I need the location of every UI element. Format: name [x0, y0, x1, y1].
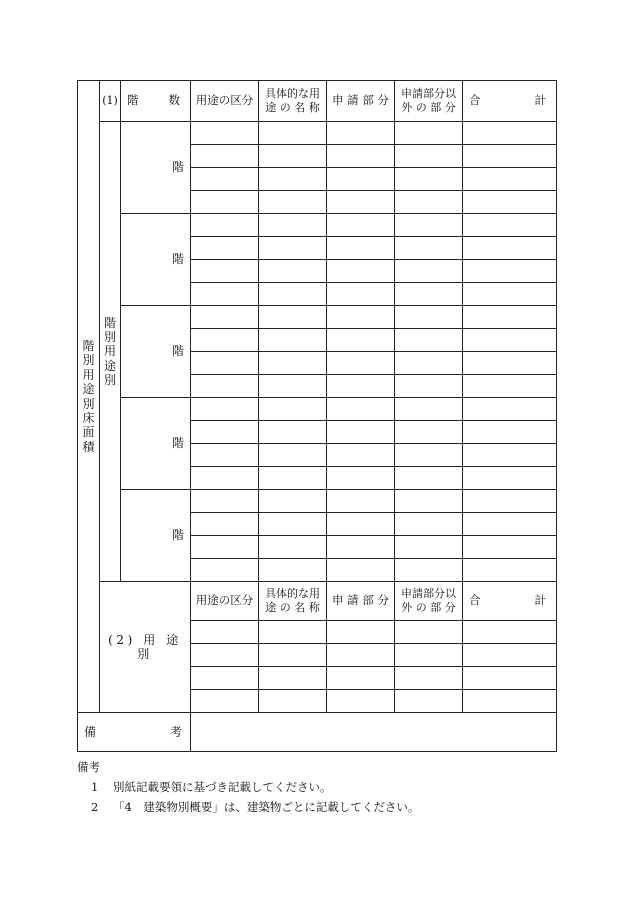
entry-cell[interactable]	[395, 191, 463, 214]
entry-cell[interactable]	[395, 421, 463, 444]
entry-cell[interactable]	[463, 145, 557, 168]
entry-cell[interactable]	[395, 644, 463, 667]
entry-cell[interactable]	[463, 444, 557, 467]
entry-cell[interactable]	[395, 352, 463, 375]
table-row	[78, 306, 557, 329]
entry-cell[interactable]	[259, 667, 327, 690]
remarks-row	[78, 713, 557, 752]
entry-cell[interactable]	[259, 375, 327, 398]
header-application-part	[327, 582, 395, 621]
vertical-label-char: 別	[82, 396, 95, 411]
entry-cell[interactable]	[327, 398, 395, 421]
entry-cell[interactable]	[395, 306, 463, 329]
entry-cell[interactable]	[463, 352, 557, 375]
entry-cell[interactable]	[395, 145, 463, 168]
entry-cell[interactable]	[259, 237, 327, 260]
entry-cell[interactable]	[327, 444, 395, 467]
header-application-part-label: 申 請 部 分	[332, 93, 389, 108]
entry-cell[interactable]	[463, 467, 557, 490]
floor-area-by-floor-use-label	[78, 81, 100, 713]
header-total-a: 合	[469, 593, 481, 608]
header-floors-b: 数	[168, 93, 180, 108]
header-total-b: 計	[534, 93, 546, 108]
header-other-part-line2: 外 の 部 分	[401, 601, 456, 614]
vertical-label-char: 階	[82, 338, 95, 353]
entry-cell[interactable]	[191, 168, 259, 191]
floor-number-cell[interactable]	[121, 122, 191, 214]
section2-label	[100, 582, 191, 713]
entry-cell[interactable]	[327, 621, 395, 644]
header-application-part-label: 申 請 部 分	[332, 593, 389, 608]
entry-cell[interactable]	[259, 444, 327, 467]
entry-cell[interactable]	[327, 513, 395, 536]
floor-number-cell[interactable]	[121, 306, 191, 398]
entry-cell[interactable]	[463, 168, 557, 191]
note-item-1	[77, 777, 557, 797]
entry-cell[interactable]	[191, 191, 259, 214]
entry-cell[interactable]	[191, 214, 259, 237]
entry-cell[interactable]	[259, 467, 327, 490]
entry-cell[interactable]	[191, 690, 259, 713]
header-other-part	[395, 81, 463, 122]
vertical-label-char: 用	[82, 367, 95, 382]
entry-cell[interactable]	[395, 559, 463, 582]
header-floors	[121, 81, 191, 122]
table-row	[78, 490, 557, 513]
entry-cell[interactable]	[463, 398, 557, 421]
remarks-label-a: 備	[84, 724, 97, 739]
entry-cell[interactable]	[191, 621, 259, 644]
entry-cell[interactable]	[327, 237, 395, 260]
table-row	[78, 214, 557, 237]
entry-cell[interactable]	[327, 122, 395, 145]
entry-cell[interactable]	[259, 283, 327, 306]
entry-cell[interactable]	[395, 398, 463, 421]
vertical-label-char: 途	[103, 358, 116, 373]
section1-number-text: (1)	[102, 94, 118, 108]
entry-cell[interactable]	[259, 690, 327, 713]
floor-suffix: 階	[171, 436, 184, 451]
entry-cell[interactable]	[191, 490, 259, 513]
header-specific-use	[259, 582, 327, 621]
entry-cell[interactable]	[191, 237, 259, 260]
note-item-2	[77, 797, 557, 817]
entry-cell[interactable]	[259, 168, 327, 191]
entry-cell[interactable]	[259, 260, 327, 283]
section1-number	[100, 81, 121, 122]
header-row	[78, 81, 557, 122]
remarks-field[interactable]	[191, 713, 557, 752]
floor-suffix: 階	[171, 160, 184, 175]
entry-cell[interactable]	[191, 444, 259, 467]
entry-cell[interactable]	[463, 375, 557, 398]
entry-cell[interactable]	[463, 329, 557, 352]
entry-cell[interactable]	[395, 122, 463, 145]
entry-cell[interactable]	[463, 421, 557, 444]
entry-cell[interactable]	[463, 306, 557, 329]
entry-cell[interactable]	[327, 168, 395, 191]
entry-cell[interactable]	[463, 690, 557, 713]
entry-cell[interactable]	[395, 214, 463, 237]
entry-cell[interactable]	[463, 490, 557, 513]
entry-cell[interactable]	[327, 467, 395, 490]
entry-cell[interactable]	[395, 375, 463, 398]
header-total-a: 合	[469, 93, 481, 108]
remarks-label	[78, 713, 191, 752]
entry-cell[interactable]	[259, 214, 327, 237]
entry-cell[interactable]	[259, 621, 327, 644]
entry-cell[interactable]	[259, 490, 327, 513]
vertical-label-char: 積	[82, 439, 95, 454]
header-use-category	[191, 582, 259, 621]
entry-cell[interactable]	[191, 467, 259, 490]
entry-cell[interactable]	[191, 644, 259, 667]
vertical-label-char: 別	[103, 329, 116, 344]
table-row	[78, 398, 557, 421]
entry-cell[interactable]	[191, 536, 259, 559]
vertical-label-char: 面	[82, 425, 95, 440]
entry-cell[interactable]	[463, 122, 557, 145]
entry-cell[interactable]	[395, 260, 463, 283]
entry-cell[interactable]	[259, 559, 327, 582]
entry-cell[interactable]	[463, 191, 557, 214]
entry-cell[interactable]	[259, 352, 327, 375]
entry-cell[interactable]	[463, 214, 557, 237]
entry-cell[interactable]	[327, 644, 395, 667]
entry-cell[interactable]	[463, 513, 557, 536]
entry-cell[interactable]	[395, 490, 463, 513]
floor-number-cell[interactable]	[121, 214, 191, 306]
entry-cell[interactable]	[327, 191, 395, 214]
header-total	[463, 81, 557, 122]
entry-cell[interactable]	[259, 421, 327, 444]
entry-cell[interactable]	[395, 237, 463, 260]
table-row	[78, 122, 557, 145]
entry-cell[interactable]	[327, 260, 395, 283]
header-specific-use-line2: 途 の 名 称	[265, 601, 320, 614]
note-number: 1	[91, 780, 99, 794]
entry-cell[interactable]	[191, 559, 259, 582]
floor-number-cell[interactable]	[121, 490, 191, 582]
entry-cell[interactable]	[259, 398, 327, 421]
header-specific-use	[259, 81, 327, 122]
entry-cell[interactable]	[191, 375, 259, 398]
entry-cell[interactable]	[463, 237, 557, 260]
floor-suffix: 階	[171, 344, 184, 359]
entry-cell[interactable]	[327, 421, 395, 444]
note-number: 2	[91, 800, 99, 814]
entry-cell[interactable]	[463, 260, 557, 283]
entry-cell[interactable]	[327, 352, 395, 375]
entry-cell[interactable]	[191, 398, 259, 421]
vertical-label-char: 床	[82, 410, 95, 425]
remarks-label-b: 考	[169, 724, 182, 739]
entry-cell[interactable]	[327, 306, 395, 329]
note-text: 別紙記載要領に基づき記載してください。	[113, 780, 332, 794]
header-other-part-line1: 申請部分以	[401, 587, 456, 601]
header-use-category-label: 用途の区分	[195, 93, 254, 108]
header-use-category-label: 用途の区分	[195, 593, 254, 608]
entry-cell[interactable]	[327, 690, 395, 713]
header-specific-use-line1: 具体的な用	[265, 87, 320, 101]
header-other-part-line2: 外 の 部 分	[401, 101, 456, 114]
entry-cell[interactable]	[395, 329, 463, 352]
entry-cell[interactable]	[259, 191, 327, 214]
entry-cell[interactable]	[259, 329, 327, 352]
vertical-label-char: 途	[82, 382, 95, 397]
section1-vertical-label	[100, 122, 121, 582]
entry-cell[interactable]	[327, 490, 395, 513]
entry-cell[interactable]	[395, 513, 463, 536]
entry-cell[interactable]	[191, 145, 259, 168]
entry-cell[interactable]	[463, 667, 557, 690]
entry-cell[interactable]	[327, 214, 395, 237]
vertical-label-char: 階	[103, 315, 116, 330]
note-text: 「4 建築物別概要」は、建築物ごとに記載してください。	[113, 800, 420, 814]
entry-cell[interactable]	[463, 283, 557, 306]
entry-cell[interactable]	[259, 145, 327, 168]
header-specific-use-line2: 途 の 名 称	[265, 101, 320, 114]
entry-cell[interactable]	[191, 306, 259, 329]
vertical-label-char: 別	[82, 353, 95, 368]
header-use-category	[191, 81, 259, 122]
header-total	[463, 582, 557, 621]
entry-cell[interactable]	[327, 329, 395, 352]
entry-cell[interactable]	[191, 122, 259, 145]
entry-cell[interactable]	[259, 122, 327, 145]
floor-area-table	[77, 80, 557, 752]
floor-number-cell[interactable]	[121, 398, 191, 490]
entry-cell[interactable]	[395, 536, 463, 559]
header-other-part-line1: 申請部分以	[401, 87, 456, 101]
entry-cell[interactable]	[395, 667, 463, 690]
floor-suffix: 階	[171, 528, 184, 543]
entry-cell[interactable]	[259, 644, 327, 667]
entry-cell[interactable]	[327, 667, 395, 690]
entry-cell[interactable]	[191, 421, 259, 444]
entry-cell[interactable]	[395, 168, 463, 191]
entry-cell[interactable]	[191, 667, 259, 690]
notes-section	[77, 757, 557, 817]
entry-cell[interactable]	[259, 306, 327, 329]
header-application-part	[327, 81, 395, 122]
floor-suffix: 階	[171, 252, 184, 267]
entry-cell[interactable]	[395, 283, 463, 306]
entry-cell[interactable]	[191, 329, 259, 352]
header-other-part	[395, 582, 463, 621]
entry-cell[interactable]	[191, 260, 259, 283]
entry-cell[interactable]	[191, 513, 259, 536]
section2-label-text: (2) 用 途 別	[108, 632, 182, 661]
entry-cell[interactable]	[463, 536, 557, 559]
entry-cell[interactable]	[191, 283, 259, 306]
entry-cell[interactable]	[327, 145, 395, 168]
entry-cell[interactable]	[327, 283, 395, 306]
vertical-label-char: 別	[103, 373, 116, 388]
header-floors-a: 階	[127, 93, 139, 108]
entry-cell[interactable]	[463, 559, 557, 582]
entry-cell[interactable]	[259, 513, 327, 536]
notes-title: 備考	[77, 760, 100, 774]
entry-cell[interactable]	[395, 621, 463, 644]
entry-cell[interactable]	[259, 536, 327, 559]
entry-cell[interactable]	[327, 375, 395, 398]
entry-cell[interactable]	[395, 444, 463, 467]
header-total-b: 計	[534, 593, 546, 608]
section2-header-row	[78, 582, 557, 621]
entry-cell[interactable]	[463, 644, 557, 667]
vertical-label-char: 用	[103, 344, 116, 359]
header-specific-use-line1: 具体的な用	[265, 587, 320, 601]
entry-cell[interactable]	[395, 467, 463, 490]
entry-cell[interactable]	[191, 352, 259, 375]
entry-cell[interactable]	[395, 690, 463, 713]
entry-cell[interactable]	[327, 559, 395, 582]
entry-cell[interactable]	[327, 536, 395, 559]
entry-cell[interactable]	[463, 621, 557, 644]
